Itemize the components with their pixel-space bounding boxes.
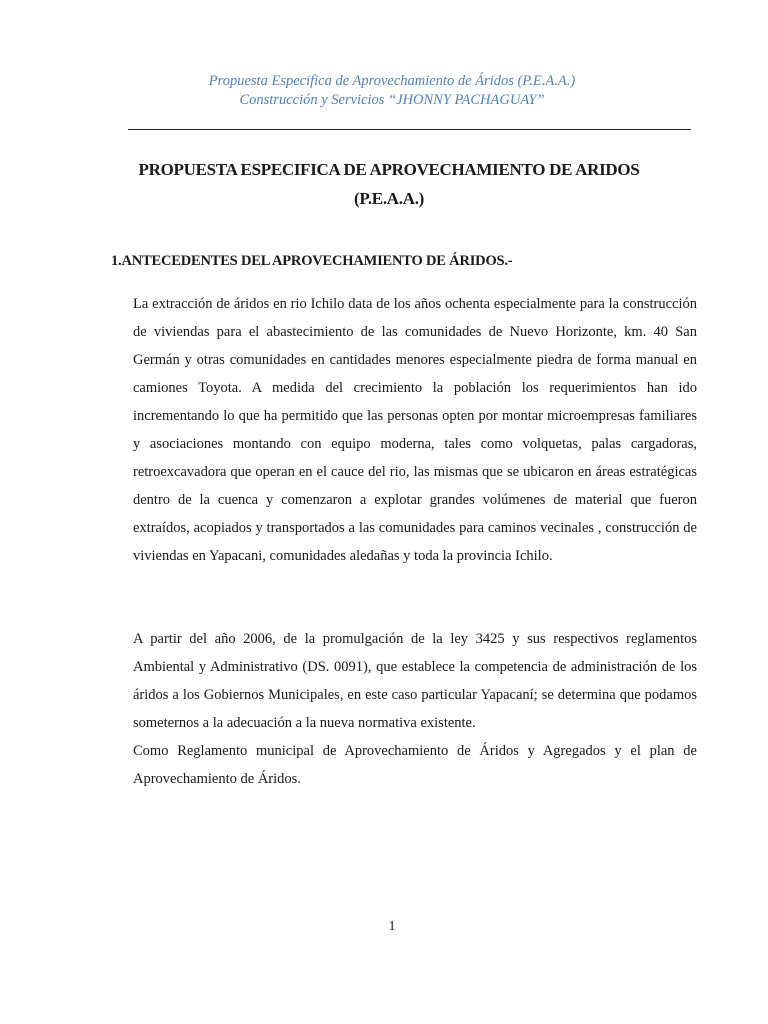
paragraph-text: Como Reglamento municipal de Aprovechamiento de Áridos y Agregados y el plan de Aprovechamiento de Áridos. — [133, 743, 697, 787]
header-divider — [128, 129, 691, 130]
body-paragraph-1 — [133, 290, 697, 570]
paragraph-text: A partir del año 2006, de la promulgación de la ley 3425 y sus respectivos reglamentos Ambiental y Administrativo (DS. 0091), que establece la competencia de administración de los áridos a los Gobiernos Municipales, en este caso particular Yapacaní; se determina que podamos someternos a la adecuación a la nueva normativa existente. — [133, 631, 697, 731]
body-paragraph-3 — [133, 737, 697, 793]
page-header — [0, 72, 768, 110]
page-number: 1 — [388, 919, 396, 934]
document-title-line-1: PROPUESTA ESPECIFICA DE APROVECHAMIENTO DE ARIDOS — [138, 160, 640, 179]
section-heading: 1.ANTECEDENTES DEL APROVECHAMIENTO DE ÁRIDOS.- — [111, 253, 513, 269]
header-line-2: Construcción y Servicios “JHONNY PACHAGUAY” — [239, 92, 545, 108]
body-paragraph-2 — [133, 625, 697, 737]
paragraph-text: La extracción de áridos en rio Ichilo data de los años ochenta especialmente para la construcción de viviendas para el abastecimiento de las comunidades de Nuevo Horizonte, km. 40 San Germán y otras comunidades en cantidades menores especialmente piedra de forma manual en camiones Toyota. A medida del crecimiento la población los requerimientos han ido incrementando lo que ha permitido que las personas opten por montar microempresas familiares y asociaciones montando con equipo moderna, tales como volquetas, palas cargadoras, retroexcavadora que operan en el cauce del rio, las mismas que se ubicaron en áreas estratégicas dentro de la cuenca y comenzaron a explotar grandes volúmenes de material que fueron extraídos, acopiados y transportados a las comunidades para caminos vecinales , construcción de viviendas en Yapacani, comunidades aledañas y toda la provincia Ichilo. — [133, 296, 697, 564]
document-title-line-2: (P.E.A.A.) — [353, 189, 425, 208]
header-line-1: Propuesta Especifica de Aprovechamiento de Áridos (P.E.A.A.) — [208, 73, 576, 89]
document-title — [100, 155, 678, 213]
